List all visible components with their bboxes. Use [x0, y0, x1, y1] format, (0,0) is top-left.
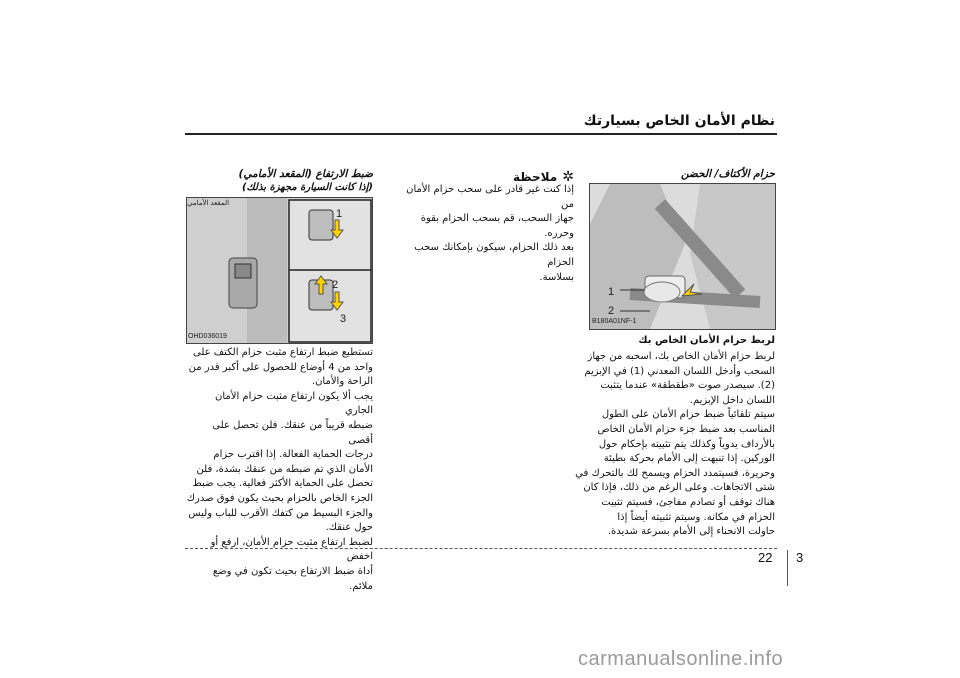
figure-code: B180A01NF-1 [592, 318, 637, 325]
text-line: تحصل على الحماية الأكثر فعالية. يجب ضبط [192, 478, 373, 490]
text-line: الراحة والأمان. [311, 376, 373, 388]
figure-code: OHD036019 [188, 333, 227, 340]
callout-2: 2 [608, 305, 615, 317]
text-line: بالأرداف يدوياً وكذلك يتم تثبيته بإحكام حول [598, 438, 775, 450]
page-header-title: نظام الأمان الخاص بسيارتك [583, 113, 775, 129]
shoulder-lap-belt-heading: حزام الأكتاف/ الحضن [681, 168, 775, 180]
page-number: 22 [758, 550, 773, 565]
belt-buckle-illustration [590, 184, 775, 329]
callout-1: 1 [608, 286, 615, 298]
text-line: الأمان الذي تم ضبطه من عنقك بشدة، فلن [196, 463, 373, 475]
text-line: لضبط ارتفاع مثبت حزام الأمان، ارفع أو اخفض [210, 536, 373, 563]
callout-2: 2 [332, 279, 339, 291]
height-adjust-text [185, 346, 373, 594]
page-separator [787, 550, 788, 586]
text-line: المناسب بعد ضبط جزء حزام الأمان الخاص [597, 423, 775, 435]
text-line: شتى الاتجاهات. وعلى الرغم من ذلك، فإذا كان [583, 482, 775, 494]
text-line: بسلاسة. [539, 271, 574, 283]
text-line: الجزء الخاص بالحزام بحيث يكون فوق صدرك [186, 492, 373, 504]
text-line: الوركين. إذا تنبهت إلى الأمام بحركة بطيئة [603, 453, 775, 465]
header-divider [185, 133, 777, 135]
text-line: سيتم تلقائياً ضبط حزام الأمان على الطول [601, 409, 775, 421]
text-line: وحريرة، فسيتمدد الحزام ويسمح لك بالتحرك في [575, 467, 775, 479]
asterisk-icon: ✲ [562, 169, 574, 185]
text-line: هناك توقف أو تصادم مفاجئ، فسيتم تثبيت [601, 496, 775, 508]
text-line: حاولت الانحناء إلى الأمام بسرعة شديدة. [607, 526, 775, 538]
text-line: حول عنقك. [325, 522, 373, 534]
fasten-belt-text [575, 350, 775, 540]
text-line: اللسان داخل الإبزيم. [689, 394, 775, 406]
text-line: واحد من 4 أوضاع للحصول على أكبر قدر من [188, 361, 373, 373]
footer-divider [185, 548, 777, 549]
text-line: يجب ألا يكون ارتفاع مثبت حزام الأمان الجاري [215, 390, 373, 417]
caution-text [394, 183, 574, 285]
text-line: إذا كنت غير قادر على سحب حزام الأمان من [406, 184, 574, 210]
section-number: 3 [796, 550, 804, 565]
text-line: ملائم. [349, 580, 373, 592]
watermark: carmanualsonline.info [578, 648, 784, 670]
callout-1: 1 [336, 208, 343, 220]
text-line: ضبطه قريباً من عنقك. فلن تحصل على أقصى [212, 419, 373, 446]
belt-buckle-figure [589, 183, 776, 330]
fasten-belt-subheading: لربط حزام الأمان الخاص بك [638, 335, 775, 346]
height-adjust-subheading: (إذا كانت السيارة مجهزة بذلك) [241, 182, 373, 193]
text-line: بعد ذلك الحزام، سيكون بإمكانك سحب الحزام [414, 242, 574, 268]
text-line: جهاز السحب، قم بسحب الحزام بقوة وحرره. [420, 213, 574, 239]
text-line: السحب وأدخل اللسان المعدني (1) في الإبزيم [584, 365, 775, 377]
text-line: لربط حزام الأمان الخاص بك، اسحبه من جهاز [587, 351, 775, 362]
figure-title: المقعد الأمامي [187, 200, 230, 207]
text-line: تستطيع ضبط ارتفاع مثبت حزام الكتف على [192, 347, 373, 358]
text-line: الحزام في مكانه. وسيتم تثبيته أيضاً إذا [617, 511, 775, 523]
text-line: (2). سيصدر صوت «طقطقة» عندما يتثبت [600, 380, 775, 392]
caution-title: ملاحظة [513, 170, 558, 184]
text-line: درجات الحماية الفعالة. إذا اقترب حزام [213, 449, 373, 461]
callout-3: 3 [340, 313, 347, 325]
text-line: أداة ضبط الارتفاع بحيث تكون في وضع [212, 565, 373, 577]
height-adjust-heading: ضبط الارتفاع (المقعد الأمامي) [238, 168, 373, 180]
text-line: والجزء البسيط من كتفك الأقرب للباب وليس [188, 507, 373, 519]
